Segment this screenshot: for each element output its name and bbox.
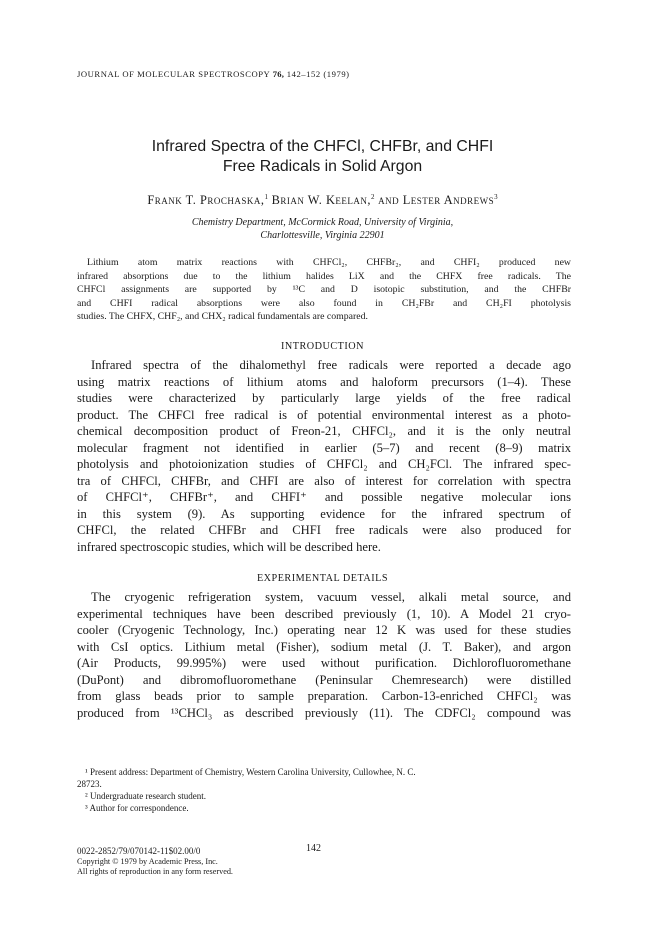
experimental-line: (Air Products, 99.995%) were used without purification. Dichlorofluoromethane <box>77 656 571 670</box>
copyright-line: All rights of reproduction in any form reserved. <box>77 867 233 877</box>
intro-line: chemical decomposition product of Freon-21, CHFCl₂, and it is the only neutral <box>77 424 571 438</box>
abstract-line: studies. The CHFX, CHF₂, and CHX₂ radical fundamentals are compared. <box>77 311 368 323</box>
author-1-footnote-mark: 1 <box>264 193 268 201</box>
copyright-line: 0022-2852/79/070142-11$02.00/0 <box>77 846 201 856</box>
experimental-paragraph <box>77 589 571 721</box>
experimental-line: cooler (Cryogenic Technology, Inc.) operating near 12 K was used for these studies <box>77 623 571 637</box>
author-2-footnote-mark: 2 <box>371 193 375 201</box>
abstract-line: infrared absorptions due to the lithium halides LiX and the CHFX free radicals. The <box>77 270 571 282</box>
author-1: Frank T. Prochaska, <box>147 193 265 208</box>
footnote-line: ¹ Present address: Department of Chemistry, Western Carolina University, Cullowhee, N. C. <box>85 767 416 777</box>
journal-volume: 76, <box>272 69 285 79</box>
intro-line: molecular fragment not identified in earlier (5–7) and recent (8–9) matrix <box>77 440 571 455</box>
footnotes <box>77 766 571 814</box>
intro-line: studies were characterized by particularly large yields of the free radical <box>77 391 571 405</box>
intro-line: photolysis and photoionization studies of CHFCl₂ and CH₂FCl. The infrared spec- <box>77 457 571 471</box>
abstract <box>77 256 571 324</box>
journal-header <box>77 69 350 79</box>
intro-line: in this system (9). As supporting evidence for the infrared spectrum of <box>77 506 571 521</box>
affiliation-line-2: Charlottesville, Virginia 22901 <box>260 230 385 241</box>
experimental-line: The cryogenic refrigeration system, vacuum vessel, alkali metal source, and <box>91 590 571 604</box>
experimental-line: with CsI optics. Lithium metal (Fisher), sodium metal (J. T. Baker), and argon <box>77 639 571 654</box>
experimental-line: produced from ¹³CHCl₃ as described previously (11). The CDFCl₂ compound was <box>77 705 571 720</box>
intro-line: using matrix reactions of lithium atoms and haloform precursors (1–4). These <box>77 374 571 389</box>
journal-name: JOURNAL OF MOLECULAR SPECTROSCOPY <box>77 69 270 79</box>
abstract-line: and CHFI radical absorptions were also found in CH₂FBr and CH₂FI photolysis <box>77 297 571 309</box>
author-3: Lester Andrews <box>402 193 495 208</box>
footnote-line: ² Undergraduate research student. <box>85 791 206 801</box>
abstract-line: Lithium atom matrix reactions with CHFCl₂, CHFBr₂, and CHFI₂ produced new <box>87 257 571 268</box>
author-conjunction: and <box>378 193 400 208</box>
page-number: 142 <box>306 843 321 854</box>
copyright-line: Copyright © 1979 by Academic Press, Inc. <box>77 856 218 866</box>
footnote-line: ³ Author for correspondence. <box>85 803 189 813</box>
footnote-line: 28723. <box>77 779 102 789</box>
intro-line: infrared spectroscopic studies, which will be described here. <box>77 539 381 554</box>
experimental-line: (DuPont) and dibromofluoromethane (Peninsular Chemresearch) were distilled <box>77 672 571 687</box>
author-2: Brian W. Keelan, <box>271 193 371 208</box>
intro-line: Infrared spectra of the dihalomethyl free radicals were reported a decade ago <box>91 358 571 372</box>
experimental-line: experimental techniques have been described previously (1, 10). A Model 21 cryo- <box>77 606 571 621</box>
intro-line: product. The CHFCl free radical is of potential environmental interest as a photo- <box>77 407 571 422</box>
article-title-line-2: Free Radicals in Solid Argon <box>222 158 423 175</box>
section-heading-introduction: INTRODUCTION <box>281 341 364 352</box>
journal-pages: 142–152 (1979) <box>286 69 350 79</box>
intro-line: of CHFCl⁺, CHFBr⁺, and CHFI⁺ and possible negative molecular ions <box>77 490 571 504</box>
author-3-footnote-mark: 3 <box>494 193 498 201</box>
article-title-line-1: Infrared Spectra of the CHFCl, CHFBr, and CHFI <box>151 138 494 155</box>
copyright-block <box>77 846 233 878</box>
intro-line: CHFCl, the related CHFBr and CHFI free radicals were also produced for <box>77 523 571 537</box>
intro-line: tra of CHFCl, CHFBr, and CHFI are also of interest for correlation with spectra <box>77 473 571 488</box>
section-heading-experimental: EXPERIMENTAL DETAILS <box>256 573 389 584</box>
affiliation-line-1: Chemistry Department, McCormick Road, University of Virginia, <box>191 217 454 228</box>
introduction-paragraph <box>77 357 571 555</box>
experimental-line: from glass beads prior to sample preparation. Carbon-13-enriched CHFCl₂ was <box>77 689 571 703</box>
author-list <box>60 193 585 208</box>
abstract-line: CHFCl assignments are supported by ¹³C and D isotopic substitution, and the CHFBr <box>77 284 571 296</box>
